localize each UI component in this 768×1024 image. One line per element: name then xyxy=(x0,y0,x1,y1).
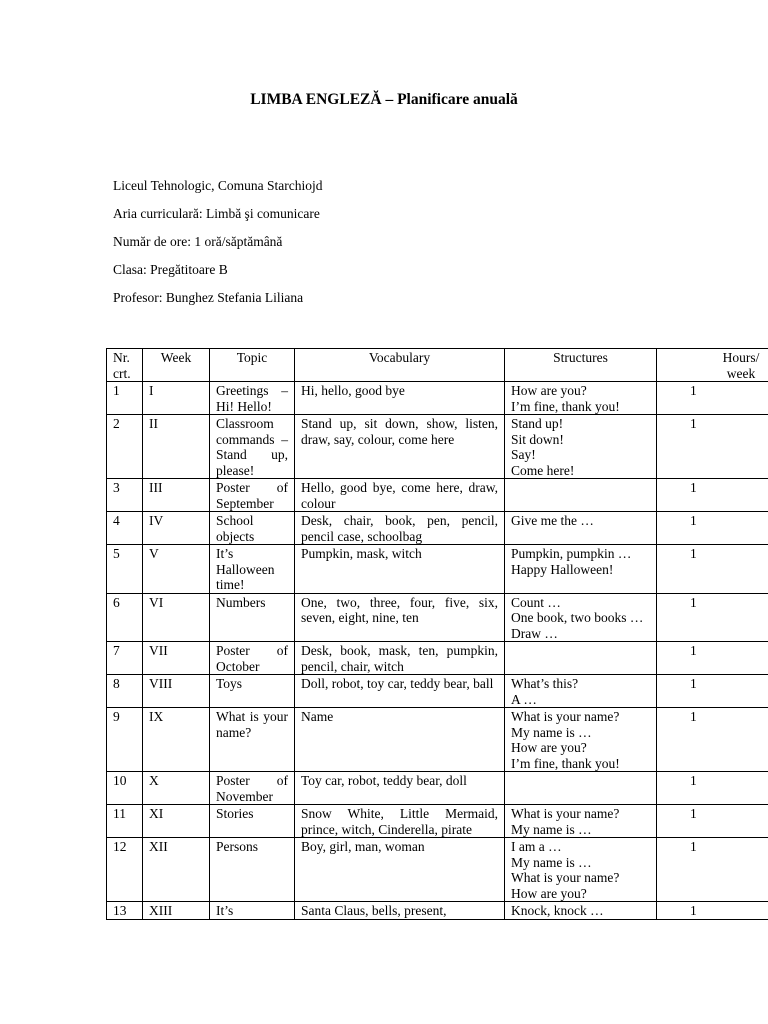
cell-topic: It’s xyxy=(210,902,295,920)
structure-line: What is your name? xyxy=(511,870,620,885)
cell-nr: 11 xyxy=(107,805,143,838)
table-row xyxy=(107,772,768,805)
cell-hours: 1 xyxy=(657,675,768,708)
structure-line: My name is … xyxy=(511,821,592,837)
cell-topic: Poster of November xyxy=(210,772,295,805)
cell-nr: 5 xyxy=(107,545,143,594)
cell-structures xyxy=(505,708,657,772)
curricular-area: Aria curriculară: Limbă şi comunicare xyxy=(113,206,320,221)
annual-plan-table xyxy=(106,348,768,920)
structure-line: My name is … xyxy=(511,854,592,870)
table-row xyxy=(107,805,768,838)
cell-structures xyxy=(505,805,657,838)
cell-topic: It’s Halloween time! xyxy=(210,545,295,594)
cell-week: VI xyxy=(143,593,210,642)
cell-hours: 1 xyxy=(657,545,768,594)
cell-hours: 1 xyxy=(657,512,768,545)
cell-structures xyxy=(505,772,657,805)
cell-vocabulary: Hi, hello, good bye xyxy=(295,382,505,415)
cell-week: VII xyxy=(143,642,210,675)
cell-structures xyxy=(505,838,657,902)
cell-structures xyxy=(505,675,657,708)
structure-line: How are you? xyxy=(511,383,587,398)
structure-line: I am a … xyxy=(511,839,562,854)
cell-vocabulary: Stand up, sit down, show, listen, draw, say, colour, come here xyxy=(295,415,505,479)
cell-structures xyxy=(505,593,657,642)
header-hours: Hours/ week xyxy=(657,349,768,382)
structure-line: Come here! xyxy=(511,462,575,478)
cell-topic: Classroom commands – Stand up, please! xyxy=(210,415,295,479)
school-name: Liceul Tehnologic, Comuna Starchiojd xyxy=(113,178,323,193)
cell-topic: Poster of September xyxy=(210,479,295,512)
cell-week: X xyxy=(143,772,210,805)
structure-line: How are you? xyxy=(511,885,587,901)
header-vocabulary: Vocabulary xyxy=(295,349,505,382)
cell-topic: Toys xyxy=(210,675,295,708)
structure-line: What’s this? xyxy=(511,676,579,691)
header-structures: Structures xyxy=(505,349,657,382)
table-row xyxy=(107,708,768,772)
table-row xyxy=(107,479,768,512)
cell-week: IV xyxy=(143,512,210,545)
table-row xyxy=(107,642,768,675)
cell-structures xyxy=(505,512,657,545)
cell-nr: 6 xyxy=(107,593,143,642)
cell-vocabulary: Doll, robot, toy car, teddy bear, ball xyxy=(295,675,505,708)
cell-hours: 1 xyxy=(657,593,768,642)
structure-line: Give me the … xyxy=(511,513,594,528)
table-row xyxy=(107,593,768,642)
cell-vocabulary: Hello, good bye, come here, draw, colour xyxy=(295,479,505,512)
table-row xyxy=(107,545,768,594)
class-name: Clasa: Pregătitoare B xyxy=(113,262,228,277)
cell-hours: 1 xyxy=(657,708,768,772)
cell-hours: 1 xyxy=(657,805,768,838)
structure-line: I’m fine, thank you! xyxy=(511,398,620,414)
teacher-name: Profesor: Bunghez Stefania Liliana xyxy=(113,290,304,305)
table-row xyxy=(107,512,768,545)
cell-hours: 1 xyxy=(657,838,768,902)
cell-topic: Poster of October xyxy=(210,642,295,675)
cell-hours: 1 xyxy=(657,902,768,920)
cell-nr: 12 xyxy=(107,838,143,902)
cell-hours: 1 xyxy=(657,415,768,479)
cell-vocabulary: Snow White, Little Mermaid, prince, witch, Cinderella, pirate xyxy=(295,805,505,838)
cell-nr: 9 xyxy=(107,708,143,772)
structure-line: Say! xyxy=(511,447,536,462)
table-row xyxy=(107,675,768,708)
cell-nr: 13 xyxy=(107,902,143,920)
structure-line: Sit down! xyxy=(511,431,564,447)
structure-line: Knock, knock … xyxy=(511,903,604,918)
header-week: Week xyxy=(143,349,210,382)
structure-line: My name is … xyxy=(511,724,592,740)
cell-week: IX xyxy=(143,708,210,772)
cell-vocabulary: Santa Claus, bells, present, xyxy=(295,902,505,920)
cell-week: III xyxy=(143,479,210,512)
table-row xyxy=(107,902,768,920)
structure-line: What is your name? xyxy=(511,806,620,821)
cell-structures xyxy=(505,642,657,675)
cell-vocabulary: Desk, chair, book, pen, pencil, pencil case, schoolbag xyxy=(295,512,505,545)
structure-line: One book, two books … xyxy=(511,610,644,625)
cell-structures xyxy=(505,902,657,920)
structure-line: Pumpkin, pumpkin … xyxy=(511,546,632,561)
cell-week: V xyxy=(143,545,210,594)
cell-week: II xyxy=(143,415,210,479)
cell-structures xyxy=(505,415,657,479)
cell-topic: Greetings – Hi! Hello! xyxy=(210,382,295,415)
header-nr: Nr. crt. xyxy=(107,349,143,382)
structure-line: Stand up! xyxy=(511,416,564,431)
cell-hours: 1 xyxy=(657,479,768,512)
structure-line: What is your name? xyxy=(511,709,620,724)
header-topic: Topic xyxy=(210,349,295,382)
cell-vocabulary: One, two, three, four, five, six, seven, eight, nine, ten xyxy=(295,593,505,642)
cell-week: XI xyxy=(143,805,210,838)
structure-line: A … xyxy=(511,691,537,707)
cell-nr: 10 xyxy=(107,772,143,805)
structure-line: Draw … xyxy=(511,625,558,641)
cell-nr: 2 xyxy=(107,415,143,479)
document-title: LIMBA ENGLEZĂ – Planificare anuală xyxy=(250,91,518,108)
cell-vocabulary: Boy, girl, man, woman xyxy=(295,838,505,902)
cell-week: VIII xyxy=(143,675,210,708)
cell-topic: What is your name? xyxy=(210,708,295,772)
table-row xyxy=(107,382,768,415)
structure-line: Happy Halloween! xyxy=(511,561,614,577)
cell-hours: 1 xyxy=(657,772,768,805)
cell-vocabulary: Desk, book, mask, ten, pumpkin, pencil, chair, witch xyxy=(295,642,505,675)
table-header-row xyxy=(107,349,768,382)
table-row xyxy=(107,838,768,902)
cell-hours: 1 xyxy=(657,642,768,675)
table-row xyxy=(107,415,768,479)
cell-week: I xyxy=(143,382,210,415)
cell-structures xyxy=(505,545,657,594)
cell-nr: 7 xyxy=(107,642,143,675)
structure-line: How are you? xyxy=(511,740,587,755)
cell-week: XII xyxy=(143,838,210,902)
cell-nr: 3 xyxy=(107,479,143,512)
hours-count: Număr de ore: 1 oră/săptămână xyxy=(113,234,283,249)
cell-vocabulary: Toy car, robot, teddy bear, doll xyxy=(295,772,505,805)
cell-nr: 8 xyxy=(107,675,143,708)
cell-vocabulary: Pumpkin, mask, witch xyxy=(295,545,505,594)
cell-nr: 4 xyxy=(107,512,143,545)
cell-vocabulary: Name xyxy=(295,708,505,772)
cell-topic: School objects xyxy=(210,512,295,545)
cell-hours: 1 xyxy=(657,382,768,415)
cell-structures xyxy=(505,479,657,512)
cell-nr: 1 xyxy=(107,382,143,415)
cell-topic: Persons xyxy=(210,838,295,902)
cell-topic: Stories xyxy=(210,805,295,838)
cell-topic: Numbers xyxy=(210,593,295,642)
structure-line: I’m fine, thank you! xyxy=(511,755,620,771)
structure-line: Count … xyxy=(511,594,561,610)
cell-structures xyxy=(505,382,657,415)
cell-week: XIII xyxy=(143,902,210,920)
